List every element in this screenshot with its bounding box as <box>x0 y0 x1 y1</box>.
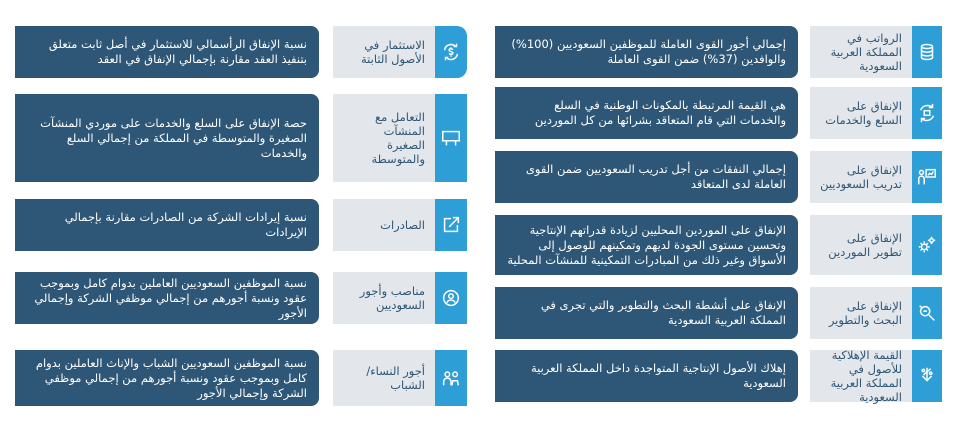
coins-icon <box>912 26 942 78</box>
right-item-training <box>495 151 942 203</box>
export-arrow-icon <box>435 199 467 251</box>
right-item-depreciation <box>495 350 942 402</box>
right-item-label: الإنفاق على البحث والتطوير <box>810 287 912 339</box>
right-item-label: الرواتب في المملكة العربية السعودية <box>810 26 912 78</box>
recycle-box-icon <box>912 87 942 139</box>
left-item-label: الاستثمار في الأصول الثابتة <box>333 26 435 78</box>
right-item-desc: إجمالي أجور القوى العاملة للموظفين السعوديين (100%) والوافدين (37%) ضمن القوى العاملة <box>495 26 798 78</box>
right-item-salaries <box>495 26 942 78</box>
right-item-research <box>495 287 942 339</box>
right-item-label: الإنفاق على تطوير الموردين <box>810 215 912 275</box>
left-item-women-youth <box>15 350 467 406</box>
gears-icon <box>912 215 942 275</box>
left-item-label: أجور النساء/ الشباب <box>333 350 435 406</box>
right-item-supplier-development <box>495 215 942 275</box>
right-item-label: الإنفاق على تدريب السعوديين <box>810 151 912 203</box>
left-item-desc: حصة الإنفاق على السلع والخدمات على موردي المنشآت الصغيرة والمتوسطة في المملكة من إجمالي السلع والخدمات <box>15 94 319 182</box>
right-item-desc: هي القيمة المرتبطة بالمكونات الوطنية في السلع والخدمات التي قام المتعاقد بشرائها من كل الموردين <box>495 87 798 139</box>
left-item-label: التعامل مع المنشآت الصغيرة والمتوسطة <box>333 94 435 182</box>
left-item-saudi-positions <box>15 272 467 324</box>
left-item-label: مناصب وأجور السعوديين <box>333 272 435 324</box>
left-item-desc: نسبة الموظفين السعوديين العاملين بدوام كامل وبموجب عقود ونسبة أجورهم من إجمالي موظفي الشركة وإجمالي الأجور <box>15 272 319 324</box>
presentation-trainer-icon <box>912 151 942 203</box>
left-item-desc: نسبة إيرادات الشركة من الصادرات مقارنة بإجمالي الإيرادات <box>15 199 319 251</box>
right-item-desc: الإنفاق على الموردين المحليين لزيادة قدراتهم الإنتاجية وتحسين مستوى الجودة لديهم وتمكينهم للوصول إلى الأسواق وغير ذلك من المبادرات التمكينية للمنشآت المحلية <box>495 215 798 275</box>
depreciation-percent-icon <box>912 350 942 402</box>
research-magnifier-icon <box>912 287 942 339</box>
right-item-goods-services <box>495 87 942 139</box>
employee-speech-icon <box>435 272 467 324</box>
right-item-desc: الإنفاق على أنشطة البحث والتطوير والتي تجرى في المملكة العربية السعودية <box>495 287 798 339</box>
left-item-sme <box>15 94 467 182</box>
left-item-exports <box>15 199 467 251</box>
women-youth-icon <box>435 350 467 406</box>
right-item-desc: إهلاك الأصول الإنتاجية المتواجدة داخل المملكة العربية السعودية <box>495 350 798 402</box>
dollar-refresh-icon <box>435 26 467 78</box>
left-item-label: الصادرات <box>333 199 435 251</box>
left-item-fixed-assets <box>15 26 467 78</box>
shop-counter-icon <box>435 94 467 182</box>
left-item-desc: نسبة الإنفاق الرأسمالي للاستثمار في أصل ثابت متعلق بتنفيذ العقد مقارنة بإجمالي الإنفاق في العقد <box>15 26 319 78</box>
right-item-label: القيمة الإهلاكية للأصول في المملكة العربية السعودية <box>810 350 912 402</box>
right-item-desc: إجمالي النفقات من أجل تدريب السعوديين ضمن القوى العاملة لدى المتعاقد <box>495 151 798 203</box>
left-item-desc: نسبة الموظفين السعوديين الشباب والإناث العاملين بدوام كامل وبموجب عقود ونسبة أجورهم من إجمالي موظفي الشركة وإجمالي الأجور <box>15 350 319 406</box>
right-item-label: الإنفاق على السلع والخدمات <box>810 87 912 139</box>
